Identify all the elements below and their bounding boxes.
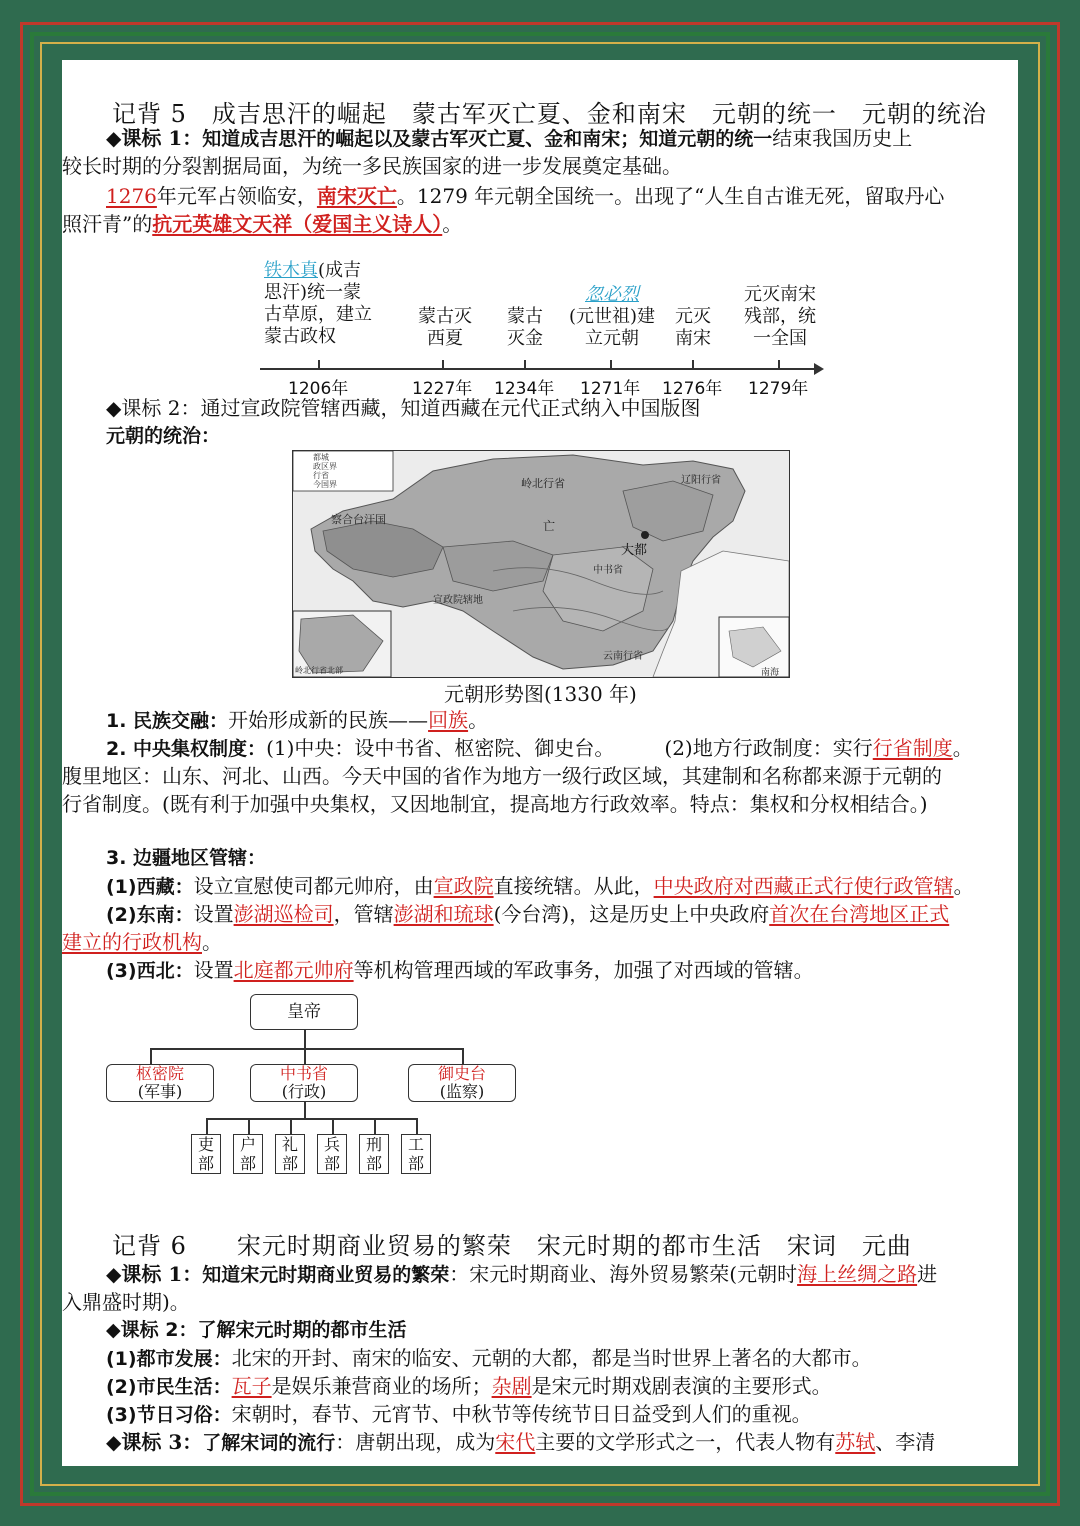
penghu-office: 澎湖巡检司 xyxy=(233,902,334,926)
org-connector xyxy=(462,1048,464,1064)
northwest-line xyxy=(106,956,814,985)
song-dynasty: 宋代 xyxy=(495,1430,536,1454)
org-connector xyxy=(416,1118,418,1134)
item-2-local-label: (2)地方行政制度： xyxy=(664,736,833,760)
timeline-year-6: 1279年 xyxy=(748,379,809,399)
org-connector xyxy=(304,1102,306,1118)
item-3-label: 3. 边疆地区管辖： xyxy=(106,847,267,869)
item-1-text: 开始形成新的民族—— xyxy=(228,708,429,732)
s6-c3-text: 宋朝时，春节、元宵节、中秋节等传统节日日益受到人们的重视。 xyxy=(231,1402,812,1426)
s5-k1-label: ◆课标 1： xyxy=(106,126,203,150)
s5-p1-line1 xyxy=(106,182,944,210)
tibet-jurisdiction: 中央政府对西藏正式行使行政管辖 xyxy=(653,874,954,898)
kublai-name: 忽必烈 xyxy=(585,284,639,305)
dept-char: 兵 xyxy=(323,1135,340,1154)
timeline-event-1-text: (成吉思汗)统一蒙古草原，建立蒙古政权 xyxy=(264,260,372,347)
item-2-local-text: 实行 xyxy=(832,736,873,760)
map-region: 云南行省 xyxy=(603,651,643,662)
s6-k1-line1 xyxy=(106,1260,937,1289)
timeline-tick xyxy=(524,360,526,368)
dept-hu-revenue xyxy=(233,1134,263,1174)
timeline-tick xyxy=(692,360,694,368)
item-2-central-label: (1)中央： xyxy=(266,736,355,760)
s5-p1-text: 年元军占领临安， xyxy=(156,184,317,208)
dept-li-rites xyxy=(275,1134,305,1174)
year-1276: 1276 xyxy=(106,184,157,208)
section-6-topics: 宋元时期商业贸易的繁荣 宋元时期的都市生活 宋词 元曲 xyxy=(236,1232,912,1260)
yuan-rule-heading: 元朝的统治： xyxy=(106,425,221,447)
southeast-end: 。 xyxy=(202,930,222,954)
org-zhongshu xyxy=(250,1064,358,1102)
tibet-end: 。 xyxy=(953,874,974,898)
s6-k3-text-a: ：唐朝出现，成为 xyxy=(335,1430,496,1454)
timeline-year-3: 1234年 xyxy=(494,379,555,399)
map-region: 亡 xyxy=(543,519,556,533)
map-region: 察合台汗国 xyxy=(331,513,386,526)
s5-p1-end: 。 xyxy=(442,212,463,236)
s5-k1-line2: 较长时期的分裂割据局面，为统一多民族国家的进一步发展奠定基础。 xyxy=(62,154,682,178)
s6-k3-bold: 了解宋词的流行 xyxy=(202,1432,336,1454)
map-region: 辽阳行省 xyxy=(681,475,721,486)
org-connector xyxy=(248,1118,250,1134)
tibet-text-a: 设立宣慰使司都元帅府，由 xyxy=(193,874,434,898)
s6-c2-label: (2)市民生活： xyxy=(106,1376,232,1398)
timeline-event-3: 蒙古灭金 xyxy=(507,306,543,349)
dept-char: 刑 xyxy=(365,1135,382,1154)
timeline-tick xyxy=(778,360,780,368)
org-zhongshu-role: (行政) xyxy=(281,1082,327,1101)
s6-citizen-life xyxy=(106,1372,832,1401)
xuanzheng-yuan: 宣政院 xyxy=(433,874,494,898)
item-1-end: 。 xyxy=(468,708,489,732)
item-2-line1 xyxy=(106,734,973,763)
s6-k1-bold: 知道宋元时期商业贸易的繁荣 xyxy=(202,1264,450,1286)
southeast-text-c: (今台湾)，这是历史上中央政府 xyxy=(493,902,770,926)
map-caption: 元朝形势图(1330 年) xyxy=(444,682,637,706)
tibet-text-b: 直接统辖。从此， xyxy=(493,874,654,898)
timeline-arrow-icon xyxy=(814,363,824,375)
paper-sheet xyxy=(62,60,1018,1466)
map-label-dadu: 大都 xyxy=(621,543,648,558)
dept-char: 部 xyxy=(407,1154,424,1173)
item-2-label: 2. 中央集权制度： xyxy=(106,738,267,760)
wen-tianxiang: 抗元英雄文天祥（爱国主义诗人） xyxy=(152,212,443,236)
section-6-number: 记背 6 xyxy=(112,1232,187,1260)
yuan-dynasty-map xyxy=(292,450,790,678)
s6-k3-end: 、李清 xyxy=(875,1430,936,1454)
s5-p1-text3: 照汗青”的 xyxy=(62,212,153,236)
northwest-text-a: 设置 xyxy=(193,958,234,982)
temujin-name: 铁木真 xyxy=(264,260,318,281)
dept-char: 户 xyxy=(239,1135,256,1154)
s6-festivals xyxy=(106,1400,812,1429)
legend-item: 今国界 xyxy=(313,480,337,489)
zaju: 杂剧 xyxy=(491,1374,532,1398)
timeline-event-2: 蒙古灭西夏 xyxy=(418,306,472,349)
southeast-text-a: 设置 xyxy=(193,902,234,926)
s6-k3 xyxy=(106,1428,935,1457)
southeast-text-b: ，管辖 xyxy=(333,902,394,926)
dept-char: 部 xyxy=(323,1154,340,1173)
tibet-line xyxy=(106,872,974,901)
dept-li-personnel xyxy=(191,1134,221,1174)
taiwan-first: 首次在台湾地区正式 xyxy=(769,902,950,926)
timeline-year-2: 1227年 xyxy=(412,379,473,399)
org-zhongshu-name: 中书省 xyxy=(279,1064,328,1083)
su-shi: 苏轼 xyxy=(835,1430,876,1454)
timeline-year-1: 1206年 xyxy=(288,379,349,399)
northwest-label: (3)西北： xyxy=(106,960,194,982)
s6-k1-line2: 入鼎盛时期)。 xyxy=(62,1290,190,1314)
org-connector xyxy=(304,1030,306,1048)
s6-c2-text-b: 是宋元时期戏剧表演的主要形式。 xyxy=(531,1374,832,1398)
org-connector xyxy=(150,1048,152,1064)
dept-gong-works xyxy=(401,1134,431,1174)
s6-c2-text-a: 是娱乐兼营商业的场所； xyxy=(271,1374,492,1398)
org-connector xyxy=(206,1118,208,1134)
timeline-year-4: 1271年 xyxy=(580,379,641,399)
legend-item: 都城 xyxy=(313,453,329,462)
org-connector xyxy=(150,1048,462,1050)
dept-char: 部 xyxy=(197,1154,214,1173)
timeline-tick xyxy=(610,360,612,368)
timeline-year-5: 1276年 xyxy=(662,379,723,399)
maritime-silk-road: 海上丝绸之路 xyxy=(797,1262,918,1286)
s6-city-development xyxy=(106,1344,872,1373)
map-region: 岭北行省 xyxy=(521,477,565,490)
beiting-office: 北庭都元帅府 xyxy=(233,958,354,982)
map-inset-right-label: 南海 xyxy=(761,668,780,678)
s6-k1-text: ：宋元时期商业、海外贸易繁荣(元朝时 xyxy=(449,1262,798,1286)
s5-k1-bold: 知道成吉思汗的崛起以及蒙古军灭亡夏、金和南宋；知道元朝的统一 xyxy=(202,128,773,150)
timeline-event-1 xyxy=(264,260,374,348)
northwest-text-b: 等机构管理西域的军政事务，加强了对西域的管辖。 xyxy=(353,958,814,982)
s6-c3-label: (3)节日习俗： xyxy=(106,1404,232,1426)
dept-char: 礼 xyxy=(281,1135,298,1154)
timeline-event-4 xyxy=(568,284,656,350)
s6-k2: ◆课标 2：了解宋元时期的都市生活 xyxy=(106,1319,407,1341)
southeast-label: (2)东南： xyxy=(106,904,194,926)
dept-char: 部 xyxy=(239,1154,256,1173)
dept-xing-justice xyxy=(359,1134,389,1174)
section-5-title: 记背 5 成吉思汗的崛起 蒙古军灭亡夏、金和南宋 元朝的统一 元朝的统治 xyxy=(112,100,987,128)
legend-item: 行省 xyxy=(313,471,329,480)
item-1-label: 1. 民族交融： xyxy=(106,710,229,732)
org-connector xyxy=(332,1118,334,1134)
s6-k1-label: ◆课标 1： xyxy=(106,1262,203,1286)
s6-k3-label: ◆课标 3： xyxy=(106,1430,203,1454)
map-region: 宣政院辖地 xyxy=(433,595,483,606)
map-legend xyxy=(313,453,337,489)
dept-char: 吏 xyxy=(197,1135,214,1154)
hui-ethnic: 回族 xyxy=(428,708,469,732)
s5-k1-line1 xyxy=(106,124,912,153)
southeast-line1 xyxy=(106,900,949,929)
taiwan-admin: 建立的行政机构 xyxy=(62,930,202,954)
timeline-tick xyxy=(442,360,444,368)
timeline-event-4-text: (元世祖)建立元朝 xyxy=(568,306,656,349)
org-connector xyxy=(290,1118,292,1134)
province-system: 行省制度 xyxy=(872,736,953,760)
map-inset-left-label: 岭北行省北部 xyxy=(295,666,343,675)
wazi: 瓦子 xyxy=(231,1374,272,1398)
timeline-event-5: 元灭南宋 xyxy=(675,306,711,349)
timeline-event-6: 元灭南宋残部，统一全国 xyxy=(744,284,816,349)
timeline-tick xyxy=(318,360,320,368)
southern-song-fall: 南宋灭亡 xyxy=(316,184,397,208)
s6-k1-end: 进 xyxy=(917,1262,938,1286)
item-2-end: 。 xyxy=(952,736,973,760)
org-shumiyuan-role: (军事) xyxy=(137,1082,183,1101)
org-yushitai-role: (监察) xyxy=(439,1082,485,1101)
item-2-central-text: 设中书省、枢密院、御史台。 xyxy=(354,736,615,760)
org-yushitai xyxy=(408,1064,516,1102)
legend-item: 政区界 xyxy=(313,462,337,471)
dept-bing-war xyxy=(317,1134,347,1174)
org-connector xyxy=(304,1048,306,1064)
dept-char: 部 xyxy=(281,1154,298,1173)
section-6-title xyxy=(112,1226,912,1261)
org-shumiyuan-name: 枢密院 xyxy=(135,1064,184,1083)
org-emperor: 皇帝 xyxy=(250,994,358,1030)
item-2-line3: 行省制度。(既有利于加强中央集权，又因地制宜，提高地方行政效率。特点：集权和分权相结合。) xyxy=(62,792,928,816)
org-shumiyuan xyxy=(106,1064,214,1102)
tibet-label: (1)西藏： xyxy=(106,876,194,898)
s6-c1-label: (1)都市发展： xyxy=(106,1348,232,1370)
s5-p1-text2: 。1279 年元朝全国统一。出现了“人生自古谁无死，留取丹心 xyxy=(396,184,945,208)
s6-c1-text: 北宋的开封、南宋的临安、元朝的大都，都是当时世界上著名的大都市。 xyxy=(231,1346,872,1370)
org-yushitai-name: 御史台 xyxy=(437,1064,486,1083)
item-1 xyxy=(106,706,488,735)
item-2-line2: 腹里地区：山东、河北、山西。今天中国的省作为地方一级行政区域，其建制和名称都来源于元朝的 xyxy=(62,764,942,788)
dept-char: 部 xyxy=(365,1154,382,1173)
dept-char: 工 xyxy=(407,1135,424,1154)
org-connector xyxy=(374,1118,376,1134)
map-region: 中书省 xyxy=(593,565,623,576)
s5-k2: ◆课标 2：通过宣政院管辖西藏，知道西藏在元代正式纳入中国版图 xyxy=(106,396,701,420)
timeline-axis xyxy=(260,368,818,370)
s6-k3-text-b: 主要的文学形式之一，代表人物有 xyxy=(535,1430,836,1454)
s5-k1-rest: 结束我国历史上 xyxy=(772,126,913,150)
penghu-liuqiu: 澎湖和琉球 xyxy=(393,902,494,926)
s5-p1-line2 xyxy=(62,210,462,238)
org-connector xyxy=(206,1118,416,1120)
southeast-line2 xyxy=(62,928,222,956)
